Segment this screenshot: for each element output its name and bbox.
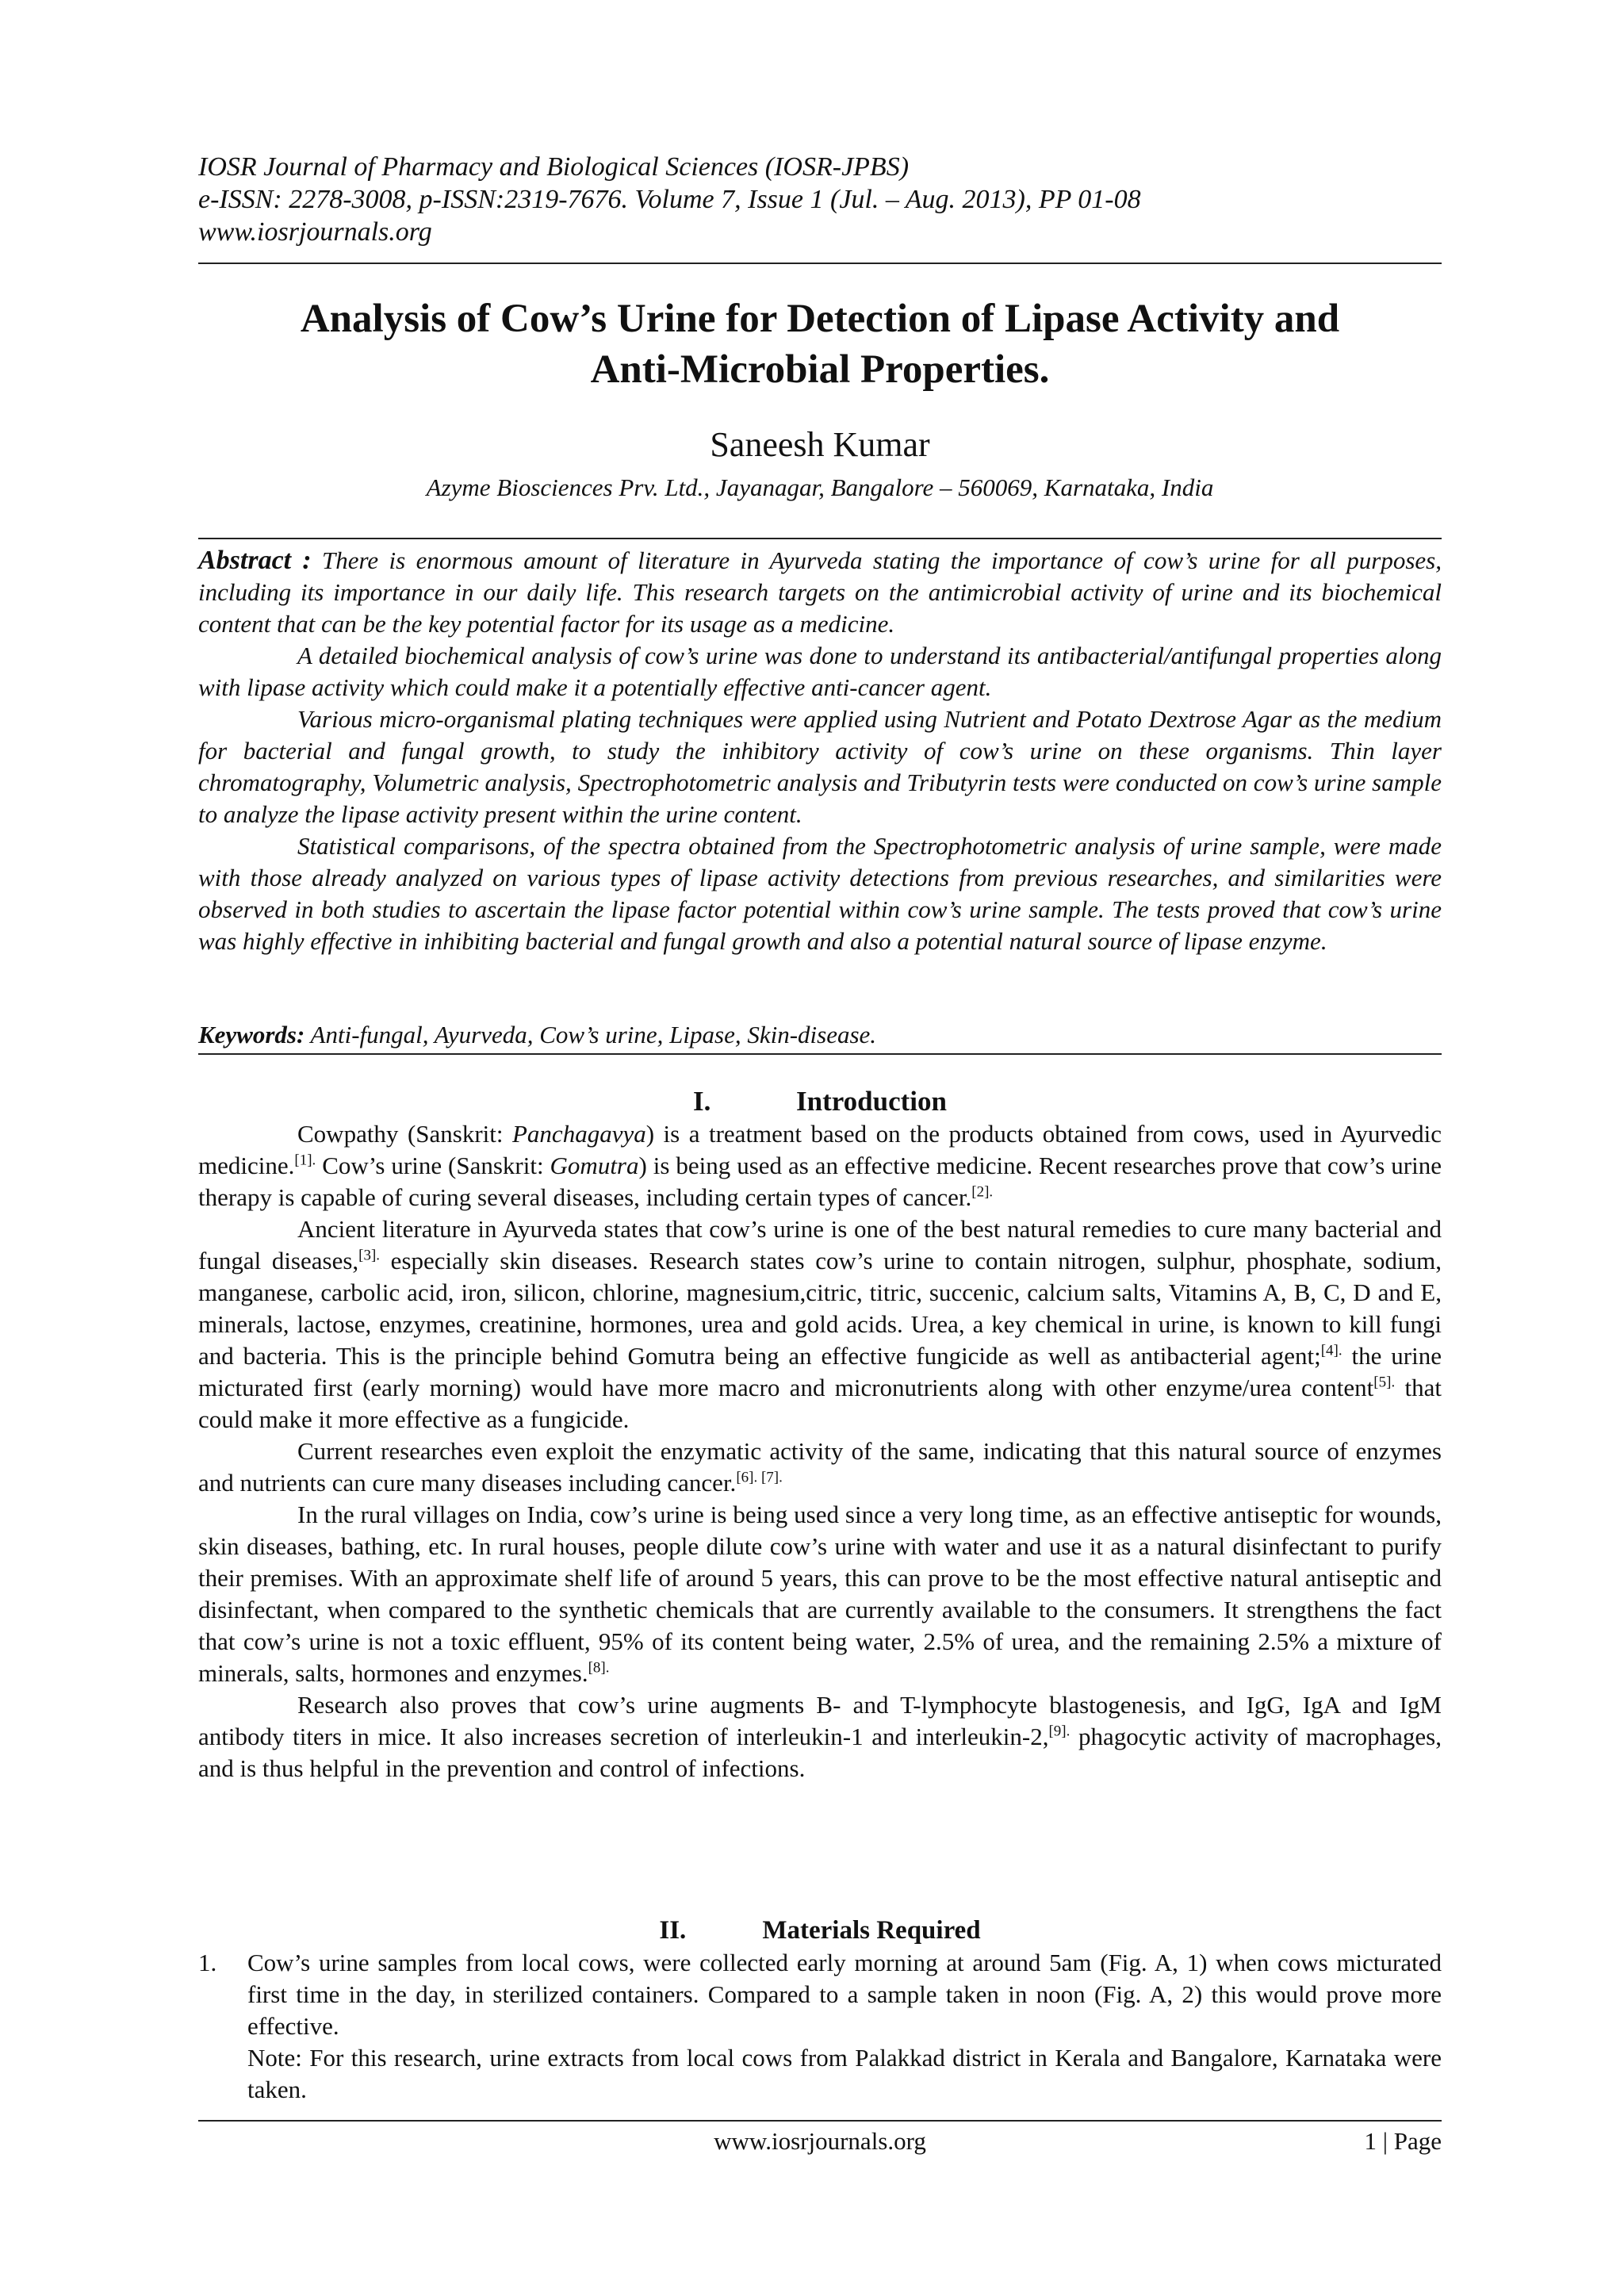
citation-ref: [8]. [588, 1659, 610, 1677]
title-line-2: Anti-Microbial Properties. [590, 347, 1050, 392]
abstract-text: There is enormous amount of literature in Ayurveda stating the importance of cow’s urine for all purposes, including its importance in our daily life. This research targets on the antimicrobial activity of urine and its biochemical content that can be the key potential factor for its usage as a medicine. [198, 546, 1442, 638]
citation-ref: [1]. [294, 1152, 316, 1169]
keywords [198, 1019, 1442, 1051]
paper-title [198, 293, 1442, 395]
text-run-italic: Panchagavya [512, 1120, 646, 1148]
abstract-top-divider [198, 538, 1442, 539]
journal-website: www.iosrjournals.org [198, 217, 432, 247]
abstract-paragraph: A detailed biochemical analysis of cow’s urine was done to understand its antibacterial/antifungal properties along with lipase activity which could make it a potentially effective anti-cancer agent. [198, 642, 1442, 701]
section-number: I. [693, 1086, 711, 1117]
abstract-paragraph: Statistical comparisons, of the spectra obtained from the Spectrophotometric analysis of urine sample, were made with those already analyzed on various types of lipase activity detections from previous researches, and similarities were observed in both studies to ascertain the lipase factor potential within cow’s urine sample. The tests proved that cow’s urine was highly effective in inhibiting bacterial and fungal growth and also a potential natural source of lipase enzyme. [198, 832, 1442, 955]
text-run: phagocytic activity of macrophages, and is thus helpful in the prevention and control of infections. [198, 1723, 1442, 1782]
text-run: Research also proves that cow’s urine augments B- and T-lymphocyte blastogenesis, and IgG, IgA and IgM antibody titers in mice. It also increases secretion of interleukin-1 and interleukin-2, [198, 1691, 1442, 1750]
text-run: ) is being used as an effective medicine. Recent researches prove that cow’s urine therapy is capable of curing several diseases, including certain types of cancer. [198, 1152, 1442, 1211]
text-run: especially skin diseases. Research states cow’s urine to contain nitrogen, sulphur, phosphate, sodium, manganese, carbolic acid, iron, silicon, chlorine, magnesium,citric, titric, succenic, calcium salts, Vitamins A, B, C, D and E, minerals, lactose, enzymes, creatinine, hormones, urea and gold acids. Urea, a key chemical in urine, is known to kill fungi and bacteria. This is the principle behind Gomutra being an effective fungicide as well as antibacterial agent; [198, 1247, 1442, 1370]
abstract-paragraph [198, 545, 1442, 640]
text-run: that could make it more effective as a fungicide. [198, 1374, 1442, 1433]
list-item-note: Note: For this research, urine extracts from local cows from Palakkad district in Kerala and Bangalore, Karnataka were taken. [247, 2044, 1442, 2103]
intro-paragraph [198, 1118, 1442, 1213]
section-title: Introduction [796, 1086, 947, 1117]
list-item [198, 1947, 1442, 2106]
section-number: II. [659, 1916, 687, 1945]
citation-ref: [9]. [1048, 1723, 1071, 1740]
header-divider [198, 263, 1442, 264]
keywords-text: Anti-fungal, Ayurveda, Cow’s urine, Lipase, Skin-disease. [310, 1021, 877, 1048]
section-title: Materials Required [762, 1916, 981, 1945]
list-item-number: 1. [198, 1949, 217, 1976]
text-run: Cow’s urine (Sanskrit: [316, 1152, 550, 1179]
text-run: the urine micturated first (early morning) would have more macro and micronutrients along with other enzyme/urea content [198, 1342, 1442, 1401]
citation-ref: [2]. [971, 1183, 994, 1201]
citation-ref: [3]. [358, 1247, 381, 1264]
introduction-body [198, 1118, 1442, 1784]
intro-paragraph [198, 1689, 1442, 1784]
journal-name: IOSR Journal of Pharmacy and Biological Sciences (IOSR-JPBS) [198, 152, 910, 182]
page-number: 1 | Page [1364, 2127, 1442, 2155]
materials-heading [198, 1914, 1442, 1947]
author-affiliation: Azyme Biosciences Prv. Ltd., Jayanagar, Bangalore – 560069, Karnataka, India [426, 473, 1214, 501]
text-run: In the rural villages on India, cow’s urine is being used since a very long time, as an effective antiseptic for wounds, skin diseases, bathing, etc. In rural houses, people dilute cow’s urine with water and use it as a natural disinfectant to purify their premises. With an approximate shelf life of around 5 years, this can prove to be the most effective natural antiseptic and disinfectant, when compared to the synthetic chemicals that are currently available to the consumers. It strengthens the fact that cow’s urine is not a toxic effluent, 95% of its content being water, 2.5% of urea, and the remaining 2.5% a mixture of minerals, salts, hormones and enzymes. [198, 1501, 1442, 1687]
text-run: Current researches even exploit the enzymatic activity of the same, indicating that this natural source of enzymes and nutrients can cure many diseases including cancer. [198, 1437, 1442, 1497]
title-line-1: Analysis of Cow’s Urine for Detection of Lipase Activity and [300, 297, 1340, 341]
journal-header [198, 151, 1442, 248]
text-run-italic: Gomutra [550, 1152, 639, 1179]
list-item-text: Cow’s urine samples from local cows, were collected early morning at around 5am (Fig. A, 1) when cows micturated first time in the day, in sterilized containers. Compared to a sample taken in noon (Fig. A, 2) this would prove more effective. [247, 1949, 1442, 2040]
citation-ref: [4]. [1320, 1342, 1342, 1359]
text-run: Ancient literature in Ayurveda states that cow’s urine is one of the best natural remedies to cure many bacterial and fungal diseases, [198, 1215, 1442, 1274]
abstract-paragraph: Various micro-organismal plating techniques were applied using Nutrient and Potato Dextrose Agar as the medium for bacterial and fungal growth, to study the inhibitory activity of cow’s urine on these organisms. Thin layer chromatography, Volumetric analysis, Spectrophotometric analysis and Tributyrin tests were conducted on cow’s urine sample to analyze the lipase activity present within the urine content. [198, 705, 1442, 828]
intro-paragraph [198, 1435, 1442, 1499]
keywords-label: Keywords: [198, 1021, 305, 1048]
citation-ref: [6]. [7]. [736, 1469, 783, 1486]
abstract [198, 545, 1442, 957]
materials-list [198, 1947, 1442, 2106]
author-name: Saneesh Kumar [710, 425, 930, 464]
abstract-bottom-divider [198, 1053, 1442, 1055]
text-run: Cowpathy (Sanskrit: [297, 1120, 512, 1148]
footer-website: www.iosrjournals.org [714, 2127, 926, 2155]
introduction-heading [198, 1084, 1442, 1119]
abstract-label: Abstract : [198, 546, 312, 575]
journal-issn-volume: e-ISSN: 2278-3008, p-ISSN:2319-7676. Volume 7, Issue 1 (Jul. – Aug. 2013), PP 01-08 [198, 185, 1141, 214]
citation-ref: [5]. [1373, 1374, 1396, 1391]
text-run: ) is a treatment based on the products obtained from cows, used in Ayurvedic medicine. [198, 1120, 1442, 1179]
intro-paragraph [198, 1213, 1442, 1435]
intro-paragraph [198, 1499, 1442, 1689]
footer-divider [198, 2120, 1442, 2122]
